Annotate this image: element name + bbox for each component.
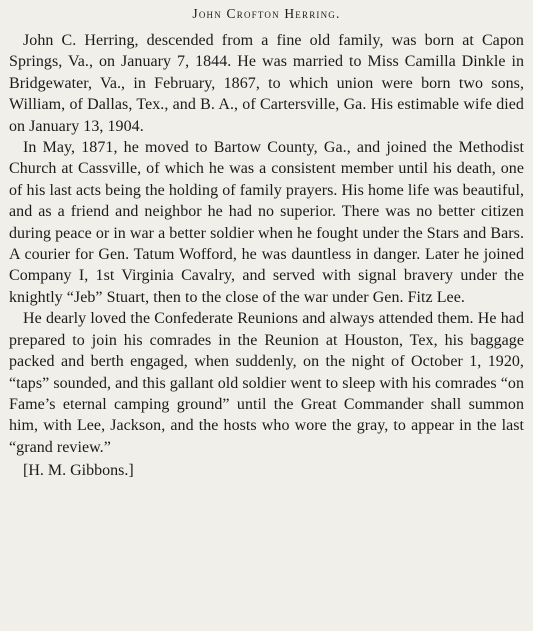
paragraph-1: John C. Herring, descended from a fine old family, was born at Capon Springs, Va., on January 7, 1844. He was married to Miss Camilla Dinkle in Bridgewater, Va., in February, 1867, to which union were born two sons, William, of Dallas, Tex., and B. A., of Cartersville, Ga. His estimable wife died on January 13, 1904. [9, 32, 524, 135]
paragraph-2: In May, 1871, he moved to Bartow County, Ga., and joined the Methodist Church at Cassville, of which he was a consistent member until his death, one of his last acts being the holding of family prayers. His home life was beautiful, and as a friend and neighbor he had no superior. There was no better citizen during peace or in war a better soldier when he fought under the Stars and Bars. A courier for Gen. Tatum Wofford, he was dauntless in danger. Later he joined Company I, 1st Virginia Cavalry, and served with signal bravery under the knightly “Jeb” Stuart, then to the close of the war under Gen. Fitz Lee. [9, 139, 524, 306]
author-signature: [H. M. Gibbons.] [23, 462, 134, 480]
paragraph-3: He dearly loved the Confederate Reunions and always attended them. He had prepared to join his comrades in the Reunion at Houston, Tex, his baggage packed and berth engaged, when suddenly, on the night of October 1, 1920, “taps” sounded, and this gallant old soldier went to sleep with his comrades “on Fame’s eternal camping ground” until the Great Commander shall summon him, with Lee, Jackson, and the hosts who wore the gray, to appear in the last “grand review.” [9, 310, 524, 456]
article-title: John Crofton Herring. [192, 6, 341, 21]
